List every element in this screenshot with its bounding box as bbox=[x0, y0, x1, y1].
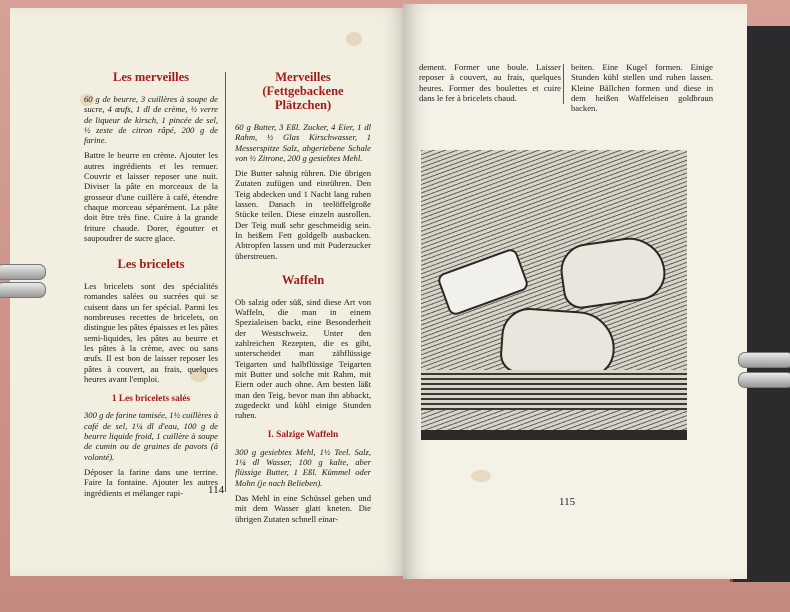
de-merveilles-method: Die Butter sahnig rühren. Die übrigen Zutaten zufügen und einrühren. Den Teig abdecken und 1 Nacht lang ruhen lassen. Danach in teelöffelgroße Stücke teilen. Diese einzeln ausrollen. Der Teig muß sehr geschmeidig sein. In heißem Fett goldgelb ausbacken. Abtropfen lassen und mit Puderzucker überstreuen. bbox=[235, 168, 371, 261]
french-continued bbox=[419, 62, 561, 108]
fr-continued-text: dement. Former une boule. Laisser reposer à couvert, au frais, quelques heures. Former des boulettes et cuire dans le fer à bricelets chaud. bbox=[419, 62, 561, 103]
right-hand-shape bbox=[557, 233, 669, 311]
bricelets-text: Les bricelets sont des spécialités romandes salées ou sucrées qui se cuisent dans un fer spécial. Parmi les nombreuses recettes de bricelets, on distingue les pâtes épaisses et les pâtes semi-liquides, les pâtes au beurre et les pâtes à la crème, avec ou sans œufs. Il est bon de laisser reposer les pâtes à couvert, au frais, quelques heures avant l'emploi. bbox=[84, 281, 218, 384]
page-clip-left-bottom bbox=[0, 282, 46, 298]
page-number-left: 114 bbox=[208, 484, 225, 496]
heading-de-merveilles: Merveilles (Fettgebackene Plätzchen) bbox=[262, 70, 344, 112]
merveilles-ingredients: 60 g de beurre, 3 cuillères à soupe de sucre, 4 œufs, 1 dl de crème, ½ verre de liqueur de kirsch, 1 pincée de sel, ½ zeste de citron râpé, 200 g de farine. bbox=[84, 94, 218, 146]
sleeve-cuff-shape bbox=[436, 247, 530, 317]
german-continued bbox=[571, 62, 713, 118]
page-clip-left-top bbox=[0, 264, 46, 280]
merveilles-method: Battre le beurre en crème. Ajouter les autres ingrédients et les remuer. Couvrir et laisser reposer une nuit. Diviser la pâte en morceaux de la grosseur d'une cuillère à café, étendre chaque morceau séparément. La pâte doit être très fine. Cuire à la grande friture chaude. Dorer, égoutter et saupoudrer de sucre glace. bbox=[84, 150, 218, 243]
salzige-waffeln-method: Das Mehl in eine Schüssel geben und mit dem Wasser glatt kneten. Die übrigen Zutaten schnell einar- bbox=[235, 492, 371, 524]
column-divider bbox=[225, 72, 226, 492]
heading-bricelets-sales: 1 Les bricelets salés bbox=[111, 394, 191, 405]
heading-bricelets: Les bricelets bbox=[117, 257, 185, 272]
bricelets-sales-method: Déposer la farine dans une terrine. Faire la fontaine. Ajouter les autres ingrédients et mélanger rapi- bbox=[84, 466, 218, 498]
waffeln-text: Ob salzig oder süß, sind diese Art von Waffeln, die man in einem Spezialeisen backt, eine Besonderheit der Westschweiz. Unter den zahlreichen Rezepten, die es gibt, unterscheidet man zähflüssige Teigarten und halbflüssige Teigarten mit Butter und solche mit Rahm, mit Eiern oder auch ohne. Am besten läßt man den Teig, bevor man ihn abbackt, zugedeckt und kühl einige Stunden ruhen. bbox=[235, 296, 371, 421]
heading-salzige-waffeln: I. Salzige Waffeln bbox=[267, 430, 339, 441]
page-number-right: 115 bbox=[559, 496, 576, 508]
salzige-waffeln-ingredients: 300 g gesiebtes Mehl, 1½ Teel. Salz, 1¼ dl Wasser, 100 g kalte, aber flüssige Butter, 1 Eßl. Kümmel oder Mohn (je nach Belieben). bbox=[235, 446, 371, 488]
french-column bbox=[84, 70, 218, 503]
de-merveilles-ingredients: 60 g Butter, 3 Eßl. Zucker, 4 Eier, 1 dl Rahm, ½ Glas Kirschwasser, 1 Messerspitze Salz, abgeriebene Schale von ½ Zitrone, 200 g gesiebtes Mehl. bbox=[235, 122, 371, 163]
left-hand-shape bbox=[499, 306, 617, 380]
left-page bbox=[10, 8, 409, 576]
heading-waffeln: Waffeln bbox=[281, 272, 325, 287]
de-continued-text: beiten. Eine Kugel formen. Einige Stunden kühl stellen und ruhen lassen. Kleine Bällchen formen und diese in dem heißen Waffeleisen goldbraun backen. bbox=[571, 62, 713, 114]
table-edge-shape bbox=[421, 370, 687, 410]
german-column bbox=[235, 70, 371, 529]
heading-merveilles: Les merveilles bbox=[112, 70, 189, 84]
kneading-hands-illustration bbox=[421, 150, 687, 440]
page-clip-right-top bbox=[738, 352, 790, 368]
right-column-divider bbox=[563, 64, 564, 104]
page-clip-right-bottom bbox=[738, 372, 790, 388]
bricelets-sales-ingredients: 300 g de farine tamisée, 1½ cuillères à café de sel, 1¼ dl d'eau, 100 g de beurre liquide froid, 1 cuillère à soupe de cumin ou de graines de pavots (à volonté). bbox=[84, 410, 218, 462]
